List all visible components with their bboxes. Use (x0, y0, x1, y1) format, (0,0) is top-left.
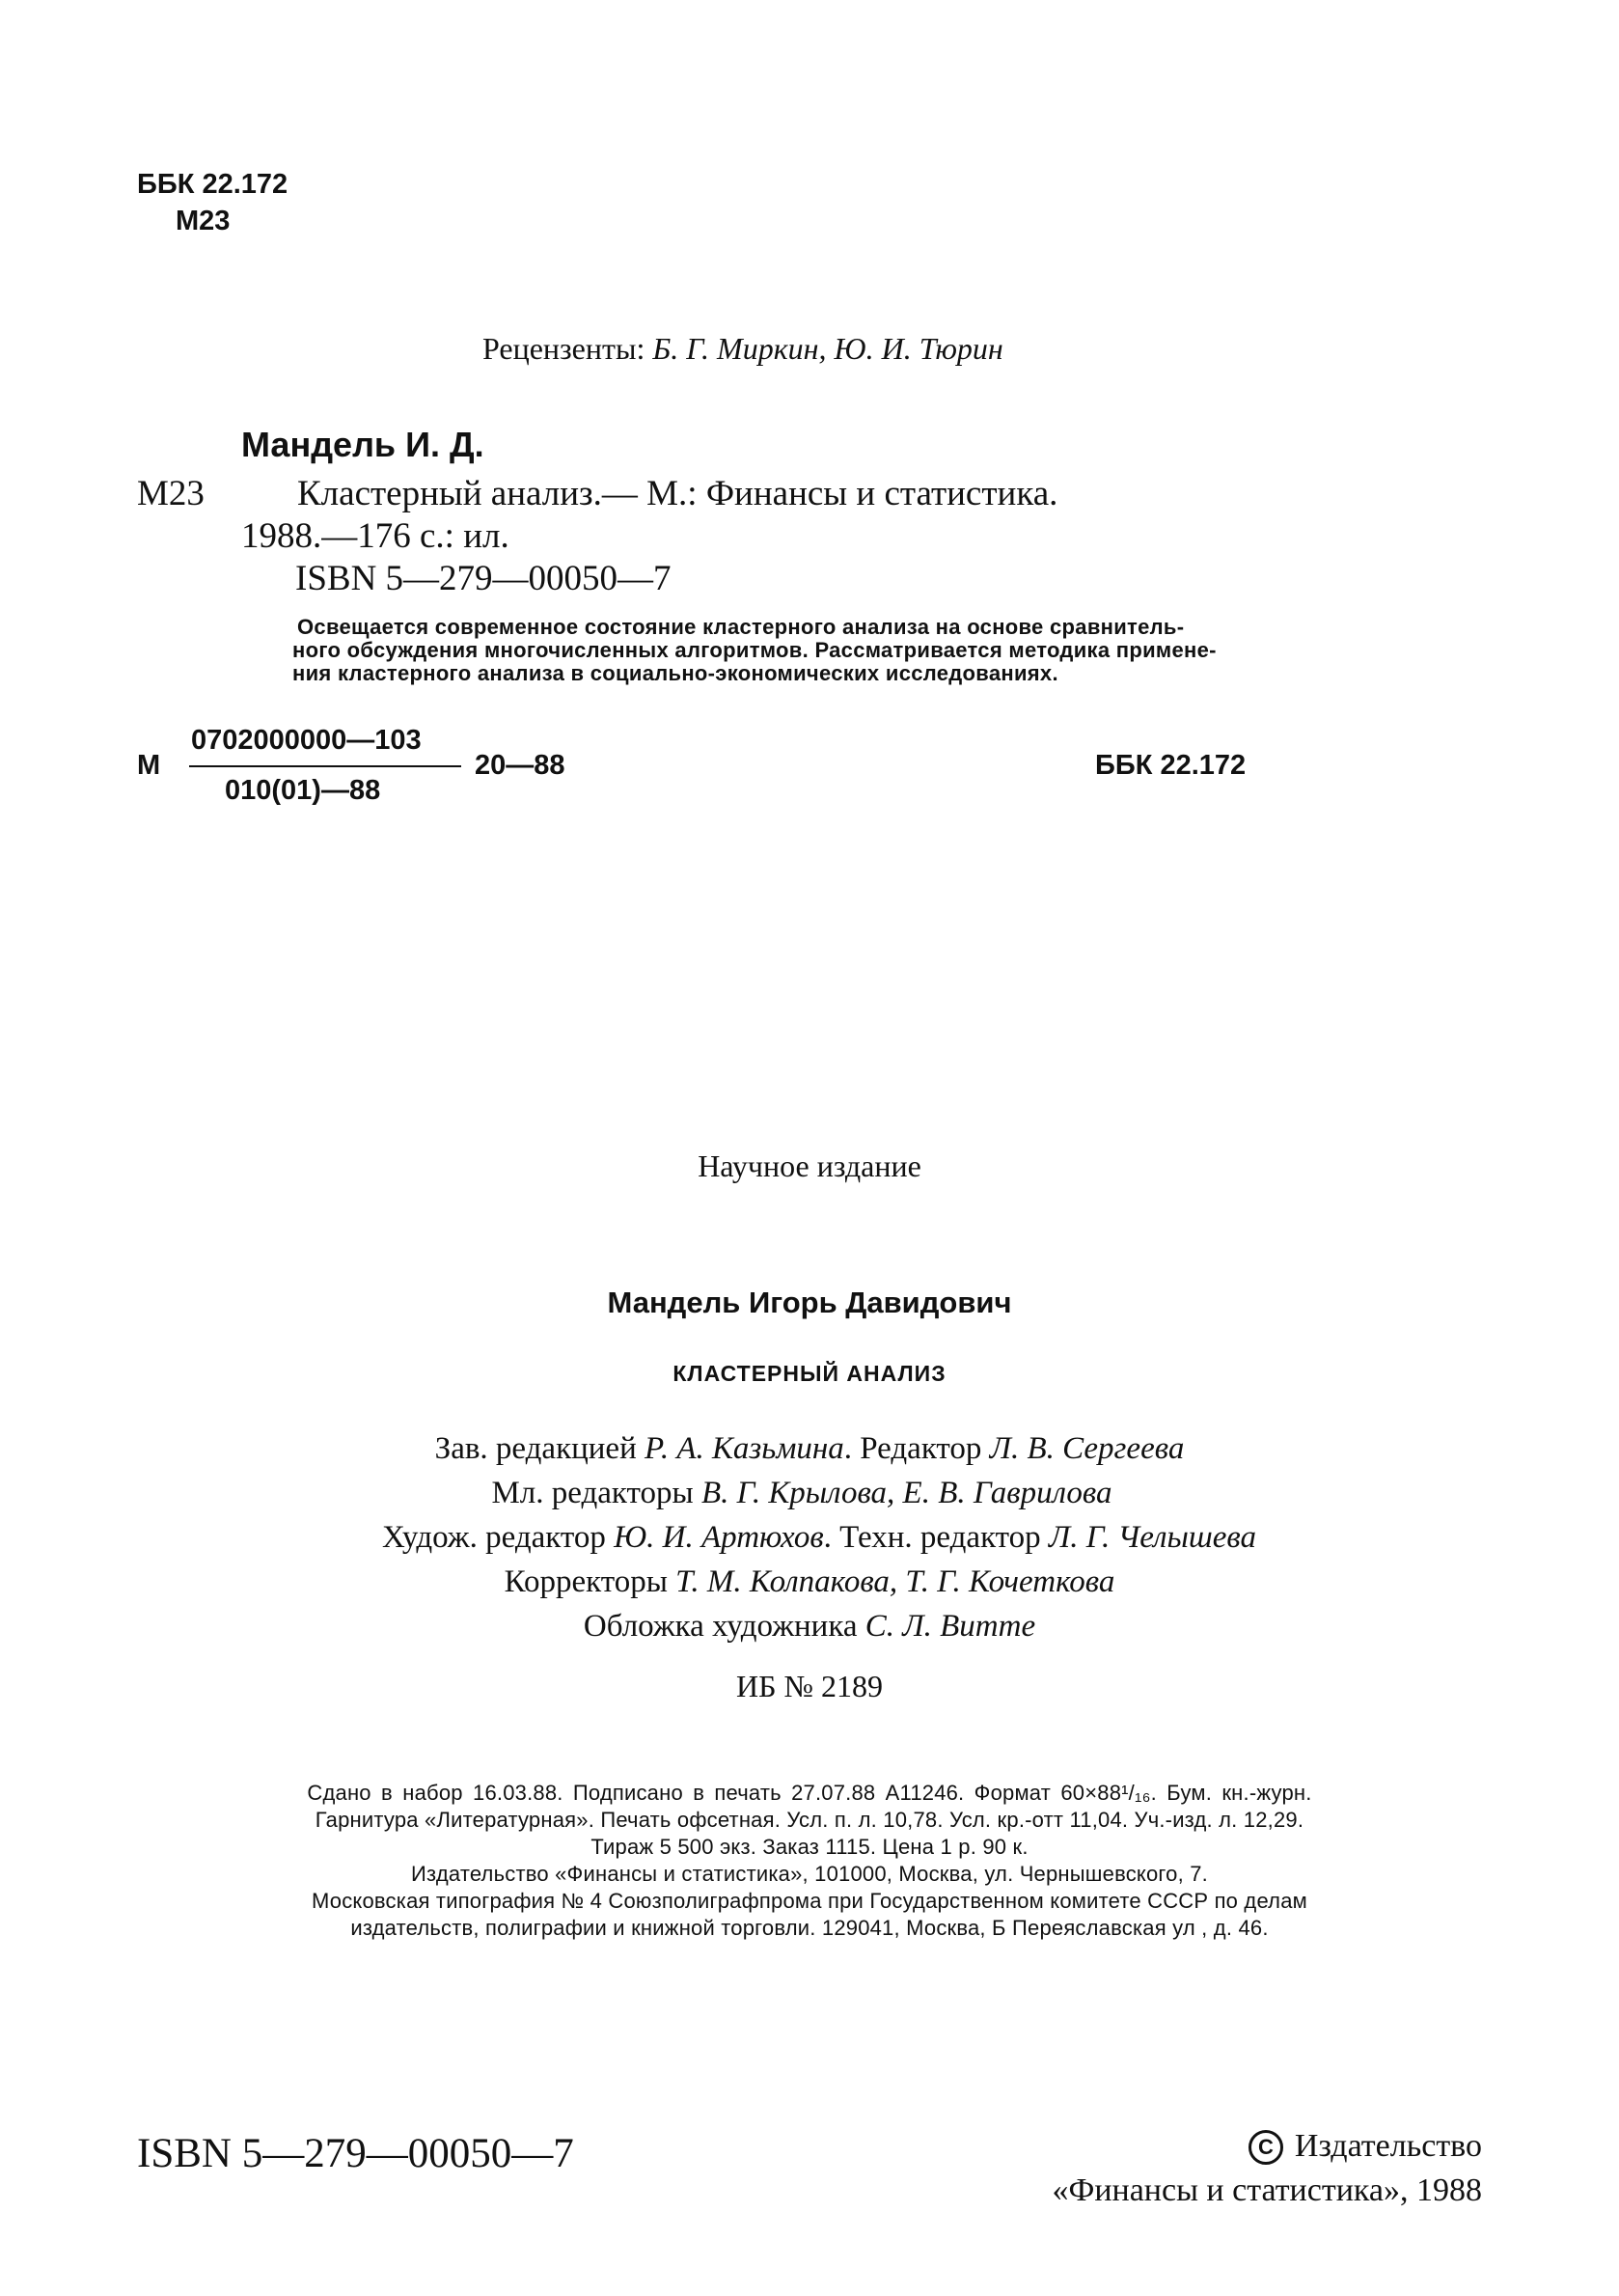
credit-name: Л. В. Сергеева (989, 1431, 1185, 1466)
annotation-line: ния кластерного анализа в социально-экономических исследованиях. (292, 661, 1058, 685)
credit-line (0, 1609, 1619, 1645)
credit-role: Худож. редактор (381, 1520, 615, 1555)
copyright-icon: C (1249, 2130, 1283, 2165)
bbk-classification-right: ББК 22.172 (1095, 750, 1247, 781)
annotation (292, 615, 1281, 685)
imprint-line: Московская типография № 4 Союзполиграфпрома при Государственном комитете СССР по делам (312, 1889, 1307, 1913)
copyright-publisher-year: «Финансы и статистика», 1988 (1052, 2172, 1482, 2208)
credit-name: В. Г. Крылова, Е. В. Гаврилова (700, 1476, 1112, 1510)
credit-line (0, 1476, 1611, 1511)
credit-role: . Редактор (843, 1431, 990, 1466)
credit-name: С. Л. Витте (864, 1609, 1036, 1644)
credit-role: Зав. редакцией (434, 1431, 645, 1466)
credit-name: Ю. И. Артюхов (614, 1520, 824, 1555)
card-title-line: Кластерный анализ.— М.: Финансы и статистика. (297, 474, 1058, 513)
credit-line (0, 1431, 1619, 1467)
annotation-line: ного обсуждения многочисленных алгоритмов. Рассматривается методика примене- (292, 638, 1217, 662)
credit-line (10, 1520, 1619, 1556)
edition-type: Научное издание (698, 1148, 921, 1183)
reviewers-line (482, 331, 1003, 367)
credit-role: Обложка художника (583, 1609, 865, 1644)
reviewers-label: Рецензенты: (482, 331, 653, 366)
bbk-classification-top (137, 166, 288, 239)
imprint-line: Тираж 5 500 экз. Заказ 1115. Цена 1 р. 90 к. (590, 1835, 1029, 1859)
author-full-name: Мандель Игорь Давидович (607, 1286, 1012, 1319)
fraction-bar (189, 765, 461, 767)
author-mark: М23 (176, 206, 231, 236)
card-author-mark: М23 (137, 474, 205, 513)
imprint-line: Сдано в набор 16.03.88. Подписано в печать 27.07.88 А11246. Формат 60×88¹/₁₆. Бум. кн.-журн. (307, 1781, 1312, 1805)
index-numerator: 0702000000—103 (191, 725, 422, 756)
index-letter: М (137, 750, 161, 781)
annotation-line: Освещается современное состояние кластерного анализа на основе сравнитель- (297, 615, 1185, 639)
copyright-line (1249, 2128, 1482, 2165)
credit-name: Р. А. Казьмина (645, 1431, 844, 1466)
index-suffix: 20—88 (475, 750, 565, 781)
credit-role: Мл. редакторы (491, 1476, 701, 1510)
book-title: КЛАСТЕРНЫЙ АНАЛИЗ (672, 1361, 947, 1386)
ib-number: ИБ № 2189 (735, 1669, 883, 1703)
credit-role: . Техн. редактор (823, 1520, 1049, 1555)
imprint-line: Издательство «Финансы и статистика», 101000, Москва, ул. Чернышевского, 7. (411, 1862, 1208, 1886)
credit-role: Корректоры (504, 1564, 676, 1599)
imprint-line: Гарнитура «Литературная». Печать офсетная. Усл. п. л. 10,78. Усл. кр.-отт 11,04. Уч.-изд. л. 12,29. (315, 1808, 1304, 1832)
credit-line (0, 1564, 1619, 1600)
credit-name: Т. М. Колпакова, Т. Г. Кочеткова (675, 1564, 1115, 1599)
copyright-holder-label: Издательство (1294, 2128, 1482, 2164)
reviewers-names: Б. Г. Миркин, Ю. И. Тюрин (652, 331, 1003, 366)
card-author: Мандель И. Д. (241, 425, 484, 464)
credit-name: Л. Г. Челышева (1048, 1520, 1257, 1555)
isbn-bottom: ISBN 5—279—00050—7 (137, 2131, 574, 2176)
card-pages-line: 1988.—176 с.: ил. (241, 516, 509, 556)
index-denominator: 010(01)—88 (225, 775, 381, 806)
bbk-code: ББК 22.172 (137, 169, 288, 200)
card-isbn: ISBN 5—279—00050—7 (295, 559, 672, 598)
imprint-line: издательств, полиграфии и книжной торговли. 129041, Москва, Б Переяславская ул , д. 46. (350, 1916, 1269, 1940)
